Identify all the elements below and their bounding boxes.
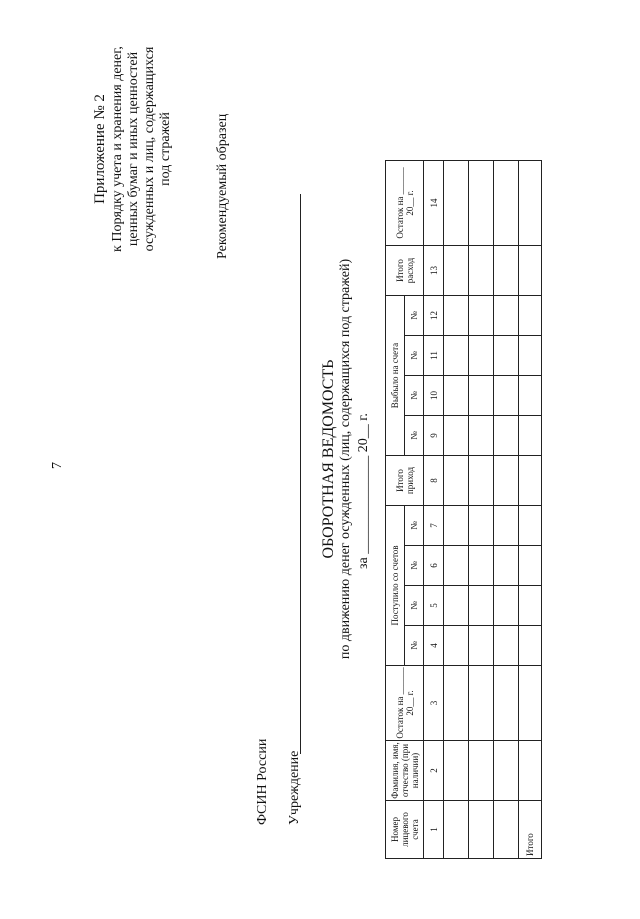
total-label: Итого [519, 801, 542, 859]
column-number: 9 [424, 416, 444, 456]
header-no: № [405, 586, 424, 626]
document-title: ОБОРОТНАЯ ВЕДОМОСТЬ [320, 359, 337, 559]
column-number: 12 [424, 296, 444, 336]
header-name: Фамилия, имя, отчество (при наличии) [386, 741, 424, 801]
turnover-table [385, 160, 542, 859]
table-row [444, 161, 469, 859]
header-no: № [405, 626, 424, 666]
total-row [519, 161, 542, 859]
column-number: 10 [424, 376, 444, 416]
header-no: № [405, 546, 424, 586]
appendix-line: ценных бумаг и иных ценностей [126, 51, 141, 247]
column-number: 7 [424, 506, 444, 546]
appendix-line: под стражей [158, 112, 173, 186]
header-balance-end: Остаток на ______ 20__ г. [386, 161, 424, 246]
column-number: 13 [424, 246, 444, 296]
column-number: 5 [424, 586, 444, 626]
column-number: 11 [424, 336, 444, 376]
column-number: 6 [424, 546, 444, 586]
header-no: № [405, 506, 424, 546]
appendix-line: к Порядку учета и хранения денег, [110, 46, 125, 252]
institution-label: Учреждение [287, 750, 302, 825]
column-number: 3 [424, 666, 444, 741]
recommended-sample-label: Рекомендуемый образец [215, 113, 230, 259]
header-outcome-group: Выбыло на счета [386, 296, 405, 456]
column-number-row [424, 161, 444, 859]
column-number: 1 [424, 801, 444, 859]
table-row [469, 161, 494, 859]
column-number: 14 [424, 161, 444, 246]
header-account: Номер лицевого счета [386, 801, 424, 859]
header-no: № [405, 376, 424, 416]
report-period: за ______________ 20__ г. [356, 413, 371, 569]
appendix-line: осужденных и лиц, содержащихся [142, 46, 157, 252]
document-subtitle: по движению денег осужденных (лиц, содержащихся под стражей) [338, 258, 353, 660]
organization-name: ФСИН России [255, 738, 270, 825]
header-income-group: Поступило со счетов [386, 506, 405, 666]
table-row [494, 161, 519, 859]
page-number: 7 [50, 462, 65, 469]
turnover-table-wrap [385, 160, 542, 859]
header-total-outcome: Итого расход [386, 246, 424, 296]
institution-fill-line [300, 194, 301, 754]
header-no: № [405, 416, 424, 456]
header-no: № [405, 296, 424, 336]
appendix-title: Приложение № 2 [92, 94, 108, 204]
header-balance-start: Остаток на ______ 20__ г. [386, 666, 424, 741]
column-number: 2 [424, 741, 444, 801]
header-total-income: Итого приход [386, 456, 424, 506]
column-number: 4 [424, 626, 444, 666]
column-number: 8 [424, 456, 444, 506]
header-no: № [405, 336, 424, 376]
